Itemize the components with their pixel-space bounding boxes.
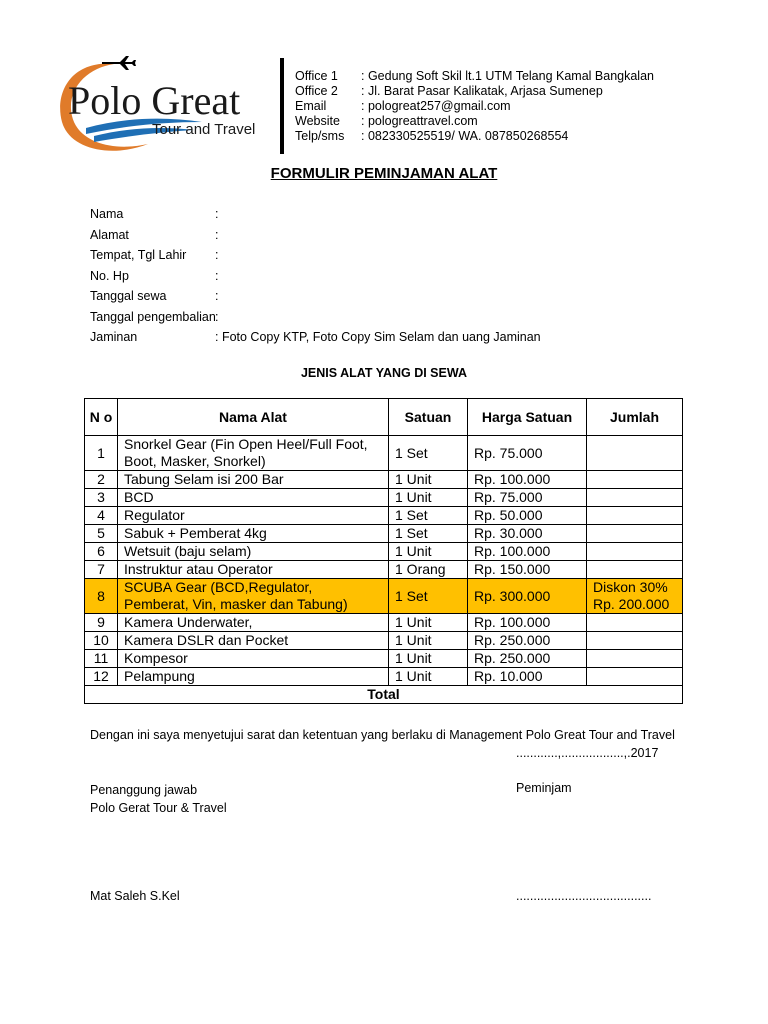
item-name: Regulator [118, 507, 389, 525]
item-name: Kamera Underwater, [118, 614, 389, 632]
field-value[interactable]: : [215, 227, 219, 242]
item-name: Snorkel Gear (Fin Open Heel/Full Foot, Boot, Masker, Snorkel) [118, 436, 389, 471]
item-name: Instruktur atau Operator [118, 561, 389, 579]
item-price: Rp. 150.000 [468, 561, 587, 579]
contact-value: : 082330525519/ WA. 087850268554 [361, 129, 569, 143]
field-label: Jaminan [90, 330, 138, 345]
row-number: 8 [85, 579, 118, 614]
contact-info [295, 69, 654, 144]
item-total [587, 668, 683, 686]
borrower-signature-title: Peminjam [516, 781, 572, 795]
item-unit: 1 Orang [389, 561, 468, 579]
item-price: Rp. 100.000 [468, 543, 587, 561]
row-number: 5 [85, 525, 118, 543]
field-value[interactable]: : [215, 289, 219, 304]
responsible-signature-block [90, 781, 227, 817]
contact-label: Email [295, 99, 327, 113]
item-unit: 1 Unit [389, 489, 468, 507]
item-unit: 1 Set [389, 507, 468, 525]
responsible-org: Polo Gerat Tour & Travel [90, 801, 227, 815]
contact-value: : Jl. Barat Pasar Kalikatak, Arjasa Sumenep [361, 84, 603, 98]
table-row [85, 543, 683, 561]
item-total [587, 632, 683, 650]
form-field-row [90, 286, 541, 307]
form-field-row [90, 245, 541, 266]
contact-label: Office 2 [295, 84, 338, 98]
field-label: Nama [90, 207, 124, 222]
item-unit: 1 Set [389, 525, 468, 543]
item-name: Tabung Selam isi 200 Bar [118, 471, 389, 489]
row-number: 6 [85, 543, 118, 561]
item-unit: 1 Unit [389, 471, 468, 489]
table-row [85, 579, 683, 614]
item-total [587, 650, 683, 668]
header-divider [280, 58, 284, 154]
item-total [587, 471, 683, 489]
contact-value: : pologreat257@gmail.com [361, 99, 511, 113]
contact-value: : Gedung Soft Skil lt.1 UTM Telang Kamal Bangkalan [361, 69, 654, 83]
item-unit: 1 Unit [389, 650, 468, 668]
contact-label: Telp/sms [295, 129, 345, 143]
table-row [85, 507, 683, 525]
contact-row [295, 69, 654, 84]
field-value[interactable]: : [215, 207, 219, 222]
field-value[interactable]: : Foto Copy KTP, Foto Copy Sim Selam dan uang Jaminan [215, 330, 541, 345]
item-price: Rp. 75.000 [468, 436, 587, 471]
item-unit: 1 Unit [389, 543, 468, 561]
item-price: Rp. 30.000 [468, 525, 587, 543]
item-name: Kompesor [118, 650, 389, 668]
item-total [587, 525, 683, 543]
table-row [85, 471, 683, 489]
airplane-icon [102, 56, 136, 70]
contact-row [295, 114, 654, 129]
table-row [85, 525, 683, 543]
item-unit: 1 Unit [389, 668, 468, 686]
item-total [587, 561, 683, 579]
contact-value: : pologreattravel.com [361, 114, 478, 128]
item-price: Rp. 50.000 [468, 507, 587, 525]
contact-label: Website [295, 114, 340, 128]
form-field-row [90, 266, 541, 287]
field-value[interactable]: : [215, 309, 219, 324]
form-field-row [90, 307, 541, 328]
equipment-table [84, 398, 683, 704]
table-row [85, 632, 683, 650]
table-row [85, 614, 683, 632]
row-number: 7 [85, 561, 118, 579]
item-name: Wetsuit (baju selam) [118, 543, 389, 561]
item-price: Rp. 10.000 [468, 668, 587, 686]
date-line: ............,..................,.2017 [516, 746, 659, 760]
field-label: Tanggal sewa [90, 289, 167, 304]
item-total [587, 543, 683, 561]
total-row [85, 686, 683, 704]
item-total [587, 507, 683, 525]
item-price: Rp. 75.000 [468, 489, 587, 507]
form-field-row [90, 327, 541, 348]
field-value[interactable]: : [215, 248, 219, 263]
logo-name: Polo Great [68, 78, 241, 123]
table-row [85, 436, 683, 471]
column-header: Satuan [389, 399, 468, 436]
row-number: 10 [85, 632, 118, 650]
item-price: Rp. 250.000 [468, 632, 587, 650]
agreement-text: Dengan ini saya menyetujui sarat dan ketentuan yang berlaku di Management Polo Great Tour and Travel [90, 728, 675, 742]
row-number: 9 [85, 614, 118, 632]
form-field-row [90, 225, 541, 246]
item-price: Rp. 300.000 [468, 579, 587, 614]
field-value[interactable]: : [215, 268, 219, 283]
row-number: 4 [85, 507, 118, 525]
field-label: No. Hp [90, 268, 129, 283]
field-label: Tanggal pengembalian [90, 309, 216, 324]
item-total [587, 436, 683, 471]
item-name: Sabuk + Pemberat 4kg [118, 525, 389, 543]
row-number: 3 [85, 489, 118, 507]
form-title: FORMULIR PEMINJAMAN ALAT [270, 165, 498, 182]
column-header: Harga Satuan [468, 399, 587, 436]
item-name: Pelampung [118, 668, 389, 686]
item-unit: 1 Set [389, 436, 468, 471]
item-total [587, 489, 683, 507]
contact-row [295, 84, 654, 99]
table-row [85, 650, 683, 668]
item-price: Rp. 100.000 [468, 471, 587, 489]
contact-label: Office 1 [295, 69, 338, 83]
table-row [85, 489, 683, 507]
column-header: Jumlah [587, 399, 683, 436]
item-unit: 1 Set [389, 579, 468, 614]
item-total: Diskon 30% Rp. 200.000 [587, 579, 683, 614]
table-header-row [85, 399, 683, 436]
field-label: Alamat [90, 227, 129, 242]
borrower-fields [90, 204, 541, 348]
item-price: Rp. 250.000 [468, 650, 587, 668]
item-name: Kamera DSLR dan Pocket [118, 632, 389, 650]
row-number: 12 [85, 668, 118, 686]
column-header: Nama Alat [118, 399, 389, 436]
column-header: N o [85, 399, 118, 436]
table-row [85, 561, 683, 579]
row-number: 11 [85, 650, 118, 668]
item-name: SCUBA Gear (BCD,Regulator, Pemberat, Vin, masker dan Tabung) [118, 579, 389, 614]
item-name: BCD [118, 489, 389, 507]
responsible-title: Penanggung jawab [90, 783, 198, 797]
item-unit: 1 Unit [389, 632, 468, 650]
row-number: 1 [85, 436, 118, 471]
form-field-row [90, 204, 541, 225]
company-logo [52, 52, 274, 162]
item-unit: 1 Unit [389, 614, 468, 632]
contact-row [295, 129, 654, 144]
item-total [587, 614, 683, 632]
row-number: 2 [85, 471, 118, 489]
field-label: Tempat, Tgl Lahir [90, 248, 187, 263]
table-title: JENIS ALAT YANG DI SEWA [300, 366, 467, 380]
responsible-name: Mat Saleh S.Kel [90, 889, 180, 903]
total-label: Total [85, 686, 683, 704]
contact-row [295, 99, 654, 114]
table-row [85, 668, 683, 686]
logo-graphic [52, 52, 274, 162]
item-price: Rp. 100.000 [468, 614, 587, 632]
logo-tagline: Tour and Travel [152, 121, 256, 138]
borrower-name-line: ....................................... [516, 889, 652, 903]
